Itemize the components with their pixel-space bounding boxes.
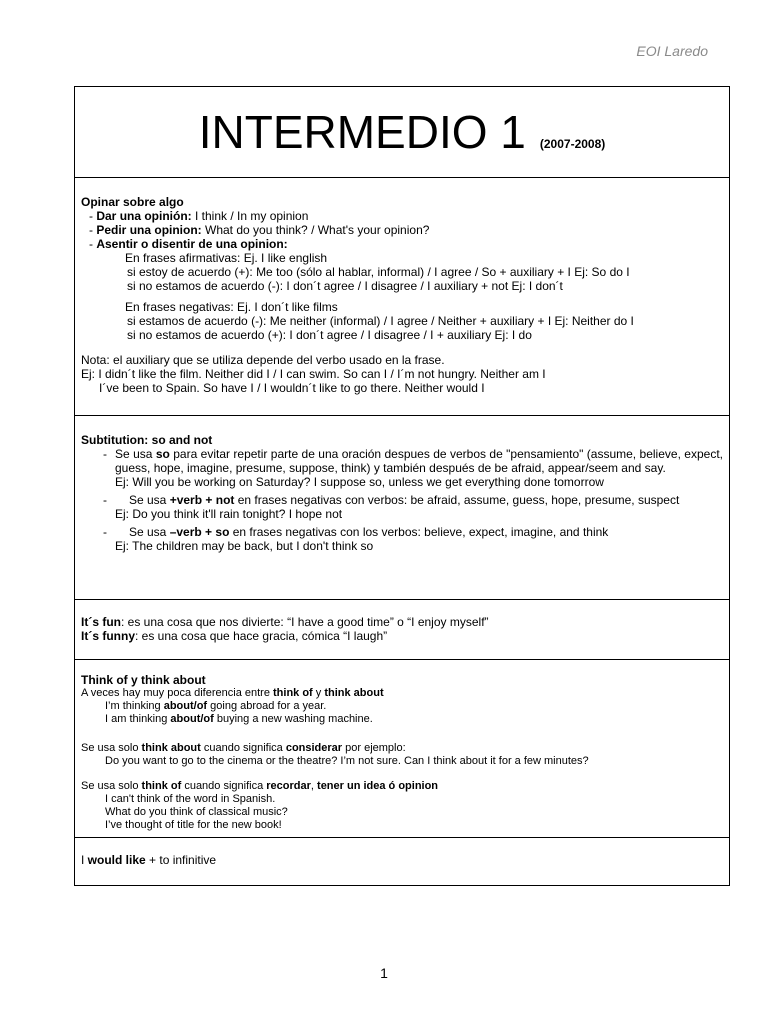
example-line: Ej: Do you think it'll rain tonight? I hope not: [115, 507, 343, 521]
negativas-agree: si estamos de acuerdo (-): Me neither (informal) / I agree / Neither + auxiliary + I Ej: Neither do I: [127, 314, 634, 328]
negativas-intro: En frases negativas: Ej. I don´t like films: [125, 300, 338, 314]
item-text: para evitar repetir parte de una oración despues de verbos de "pensamiento" (assume, believe, expect, guess, hope, imagine, presume, suppose, think) y también después de be afraid, appear/seem and say.: [115, 447, 723, 475]
item-text: I think / In my opinion: [191, 209, 309, 223]
afirmativas-agree: si estoy de acuerdo (+): Me too (sólo al hablar, informal) / I agree / So + auxiliary + I Ej: So do I: [127, 265, 630, 279]
list-item: - Se usa –verb + so en frases negativas con los verbos: believe, expect, imagine, and think: [103, 525, 609, 539]
paragraph: Se usa solo think about cuando significa considerar por ejemplo:: [81, 742, 406, 754]
example-line: Ej: The children may be back, but I don't think so: [115, 539, 374, 553]
term: It´s fun: [81, 615, 121, 629]
item-text: Se usa: [115, 447, 156, 461]
item-label: Asentir o disentir de una opinion:: [96, 237, 288, 251]
definition: : es una cosa que hace gracia, cómica “I laugh”: [135, 629, 388, 643]
example-line: Ej: I didn´t like the film. Neither did I / I can swim. So can I / I´m not hungry. Neither am I: [81, 367, 546, 381]
item-keyword: –verb + so: [169, 525, 230, 539]
funny-line: [81, 629, 723, 643]
item-label: Pedir una opinion:: [96, 223, 202, 237]
section-think-of-about: [75, 659, 729, 837]
item-text: en frases negativas con los verbos: believe, expect, imagine, and think: [229, 525, 609, 539]
item-keyword: so: [155, 447, 170, 461]
example-line: I’ve thought of title for the new book!: [105, 819, 282, 831]
course-year: (2007-2008): [539, 137, 606, 151]
term: It´s funny: [81, 629, 135, 643]
example-line: I´ve been to Spain. So have I / I wouldn´t like to go there. Neither would I: [99, 381, 485, 395]
page-title: INTERMEDIO 1: [198, 106, 526, 158]
example-line: I’m thinking about/of going abroad for a year.: [105, 700, 327, 712]
item-keyword: +verb + not: [169, 493, 235, 507]
content-table: [74, 86, 730, 886]
example-line: Do you want to go to the cinema or the theatre? I’m not sure. Can I think about it for a few minutes?: [105, 755, 589, 767]
item-label: Dar una opinión:: [96, 209, 192, 223]
section-would-like: [75, 837, 729, 885]
item-text: What do you think? / What's your opinion?: [201, 223, 430, 237]
afirmativas-intro: En frases afirmativas: Ej. I like english: [125, 251, 328, 265]
section-heading: Think of y think about: [81, 673, 206, 687]
example-line: I can't think of the word in Spanish.: [105, 793, 276, 805]
page-number: 1: [380, 965, 388, 981]
section-substitution: [75, 415, 729, 599]
list-item: - Se usa +verb + not en frases negativas con verbos: be afraid, assume, guess, hope, presume, suspect: [103, 493, 680, 507]
school-name: EOI Laredo: [636, 43, 708, 59]
list-item: - Asentir o disentir de una opinion:: [89, 237, 288, 251]
paragraph: Se usa solo think of cuando significa recordar, tener un idea ó opinion: [81, 780, 439, 792]
list-item: - Dar una opinión: I think / In my opinion: [89, 209, 309, 223]
fun-line: [81, 615, 723, 629]
section-opinar: [75, 177, 729, 415]
section-heading: Opinar sobre algo: [81, 195, 184, 209]
item-text: en frases negativas con verbos: be afraid, assume, guess, hope, presume, suspect: [234, 493, 680, 507]
item-text: Se usa: [129, 525, 170, 539]
list-item: - Pedir una opinion: What do you think? / What's your opinion?: [89, 223, 430, 237]
definition: : es una cosa que nos divierte: “I have a good time” o “I enjoy myself”: [121, 615, 489, 629]
section-heading: Subtitution: so and not: [81, 433, 213, 447]
item-text: Se usa: [129, 493, 170, 507]
list-item: - Se usa so para evitar repetir parte de una oración despues de verbos de "pensamiento" (assume, believe, expect, guess, hope, imagine, presume, suppose, think) y también después de be afraid, appear/seem and say.: [103, 447, 723, 475]
rule-line: I would like + to infinitive: [81, 853, 217, 867]
section-fun-funny: [75, 599, 729, 659]
example-line: I am thinking about/of buying a new washing machine.: [105, 713, 373, 725]
note: Nota: el auxiliary que se utiliza depende del verbo usado en la frase.: [81, 353, 445, 367]
paragraph: A veces hay muy poca diferencia entre think of y think about: [81, 687, 384, 699]
example-line: Ej: Will you be working on Saturday? I suppose so, unless we get everything done tomorrow: [115, 475, 604, 489]
example-line: What do you think of classical music?: [105, 806, 288, 818]
title-section: [75, 87, 729, 177]
negativas-disagree: si no estamos de acuerdo (+): I don´t agree / I disagree / I + auxiliary Ej: I do: [127, 328, 532, 342]
afirmativas-disagree: si no estamos de acuerdo (-): I don´t agree / I disagree / I auxiliary + not Ej: I don´t: [127, 279, 563, 293]
